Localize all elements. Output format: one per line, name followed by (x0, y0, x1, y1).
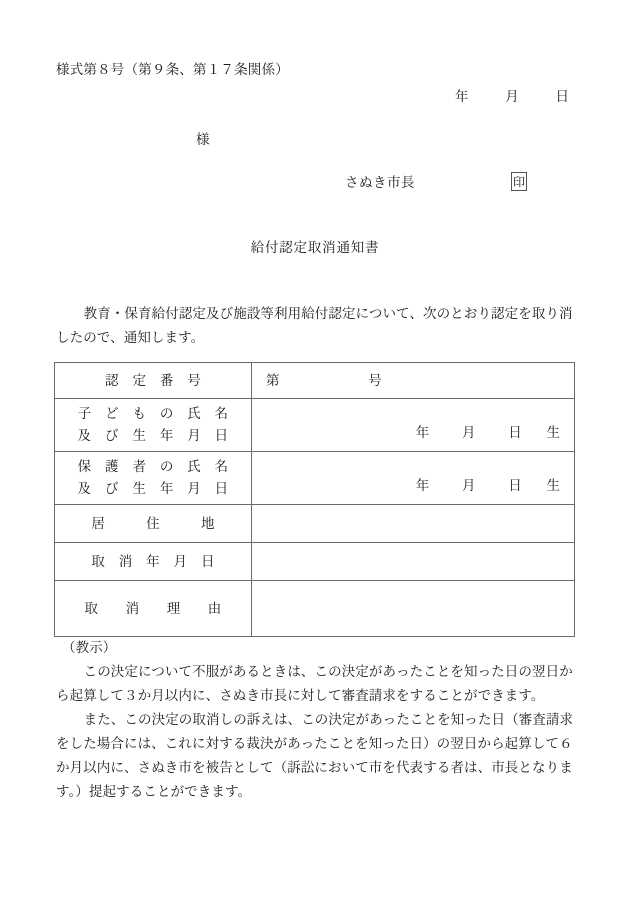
issuer-name: さぬき市長 (345, 175, 415, 190)
notice-paragraph-lawsuit: また、この決定の取消しの訴えは、この決定があったことを知った日（審査請求をした場合には、これに対する裁決があったことを知った日）の翌日から起算して６か月以内に、さぬき市を被告として（訴訟において市を代表する者は、市長となります。）提起することができます。 (56, 712, 574, 799)
notice-paragraph-appeal: この決定について不服があるときは、この決定があったことを知った日の翌日から起算して３か月以内に、さぬき市長に対して審査請求をすることができます。 (56, 664, 573, 703)
birth-suffix: 生 (546, 478, 560, 493)
certification-number-field (266, 368, 564, 394)
row-label-child-name-birth (55, 399, 252, 452)
number-suffix: 号 (368, 372, 382, 388)
label-line: 居 住 地 (91, 515, 215, 531)
row-value-child-name-birth[interactable] (252, 399, 575, 452)
issue-date-line (455, 85, 569, 105)
table-row (55, 581, 575, 637)
addressee-honorific: 様 (196, 132, 210, 147)
birth-day: 日 (508, 425, 522, 440)
label-line: 及 び 生 年 月 日 (77, 428, 229, 443)
birth-month: 月 (462, 478, 476, 493)
form-number: 様式第８号（第９条、第１７条関係） (56, 62, 289, 77)
notice-heading: （教示） (62, 640, 117, 655)
row-value-certification-number[interactable] (252, 363, 575, 399)
row-value-residence[interactable] (252, 505, 575, 543)
row-label-cancellation-date (55, 543, 252, 581)
row-value-cancellation-reason[interactable] (252, 581, 575, 637)
certification-detail-table (54, 362, 575, 637)
seal-stamp-icon: 印 (511, 172, 527, 191)
row-value-guardian-name-birth[interactable] (252, 452, 575, 505)
child-birthdate-field (266, 407, 564, 443)
row-label-cancellation-reason (55, 581, 252, 637)
number-prefix: 第 (266, 372, 280, 388)
table-row (55, 505, 575, 543)
table-row (55, 543, 575, 581)
birth-suffix: 生 (546, 425, 560, 440)
legal-notice-section (56, 636, 576, 804)
birth-day: 日 (508, 478, 522, 493)
row-label-guardian-name-birth (55, 452, 252, 505)
row-label-certification-number (55, 363, 252, 399)
page-title: 給付認定取消通知書 (250, 240, 380, 255)
row-label-residence (55, 505, 252, 543)
label-line: 保 護 者 の 氏 名 (77, 459, 229, 474)
issuer-line (345, 171, 527, 191)
label-line: 及 び 生 年 月 日 (77, 481, 229, 496)
birth-month: 月 (462, 425, 476, 440)
guardian-birthdate-field (266, 460, 564, 496)
issue-date-day: 日 (555, 89, 569, 104)
table-row (55, 452, 575, 505)
label-line: 子 ど も の 氏 名 (77, 406, 229, 421)
intro-paragraph: 教育・保育給付認定及び施設等利用給付認定について、次のとおり認定を取り消したので、通知します。 (56, 306, 573, 345)
birth-year: 年 (415, 425, 430, 440)
table-row (55, 363, 575, 399)
label-line: 取 消 理 由 (84, 600, 222, 616)
row-value-cancellation-date[interactable] (252, 543, 575, 581)
issue-date-month: 月 (505, 89, 519, 104)
birth-year: 年 (415, 478, 430, 493)
issue-date-year: 年 (455, 89, 469, 104)
table-row (55, 399, 575, 452)
table-body (55, 363, 575, 637)
label-line: 認 定 番 号 (105, 372, 201, 388)
label-line: 取 消 年 月 日 (91, 553, 215, 569)
